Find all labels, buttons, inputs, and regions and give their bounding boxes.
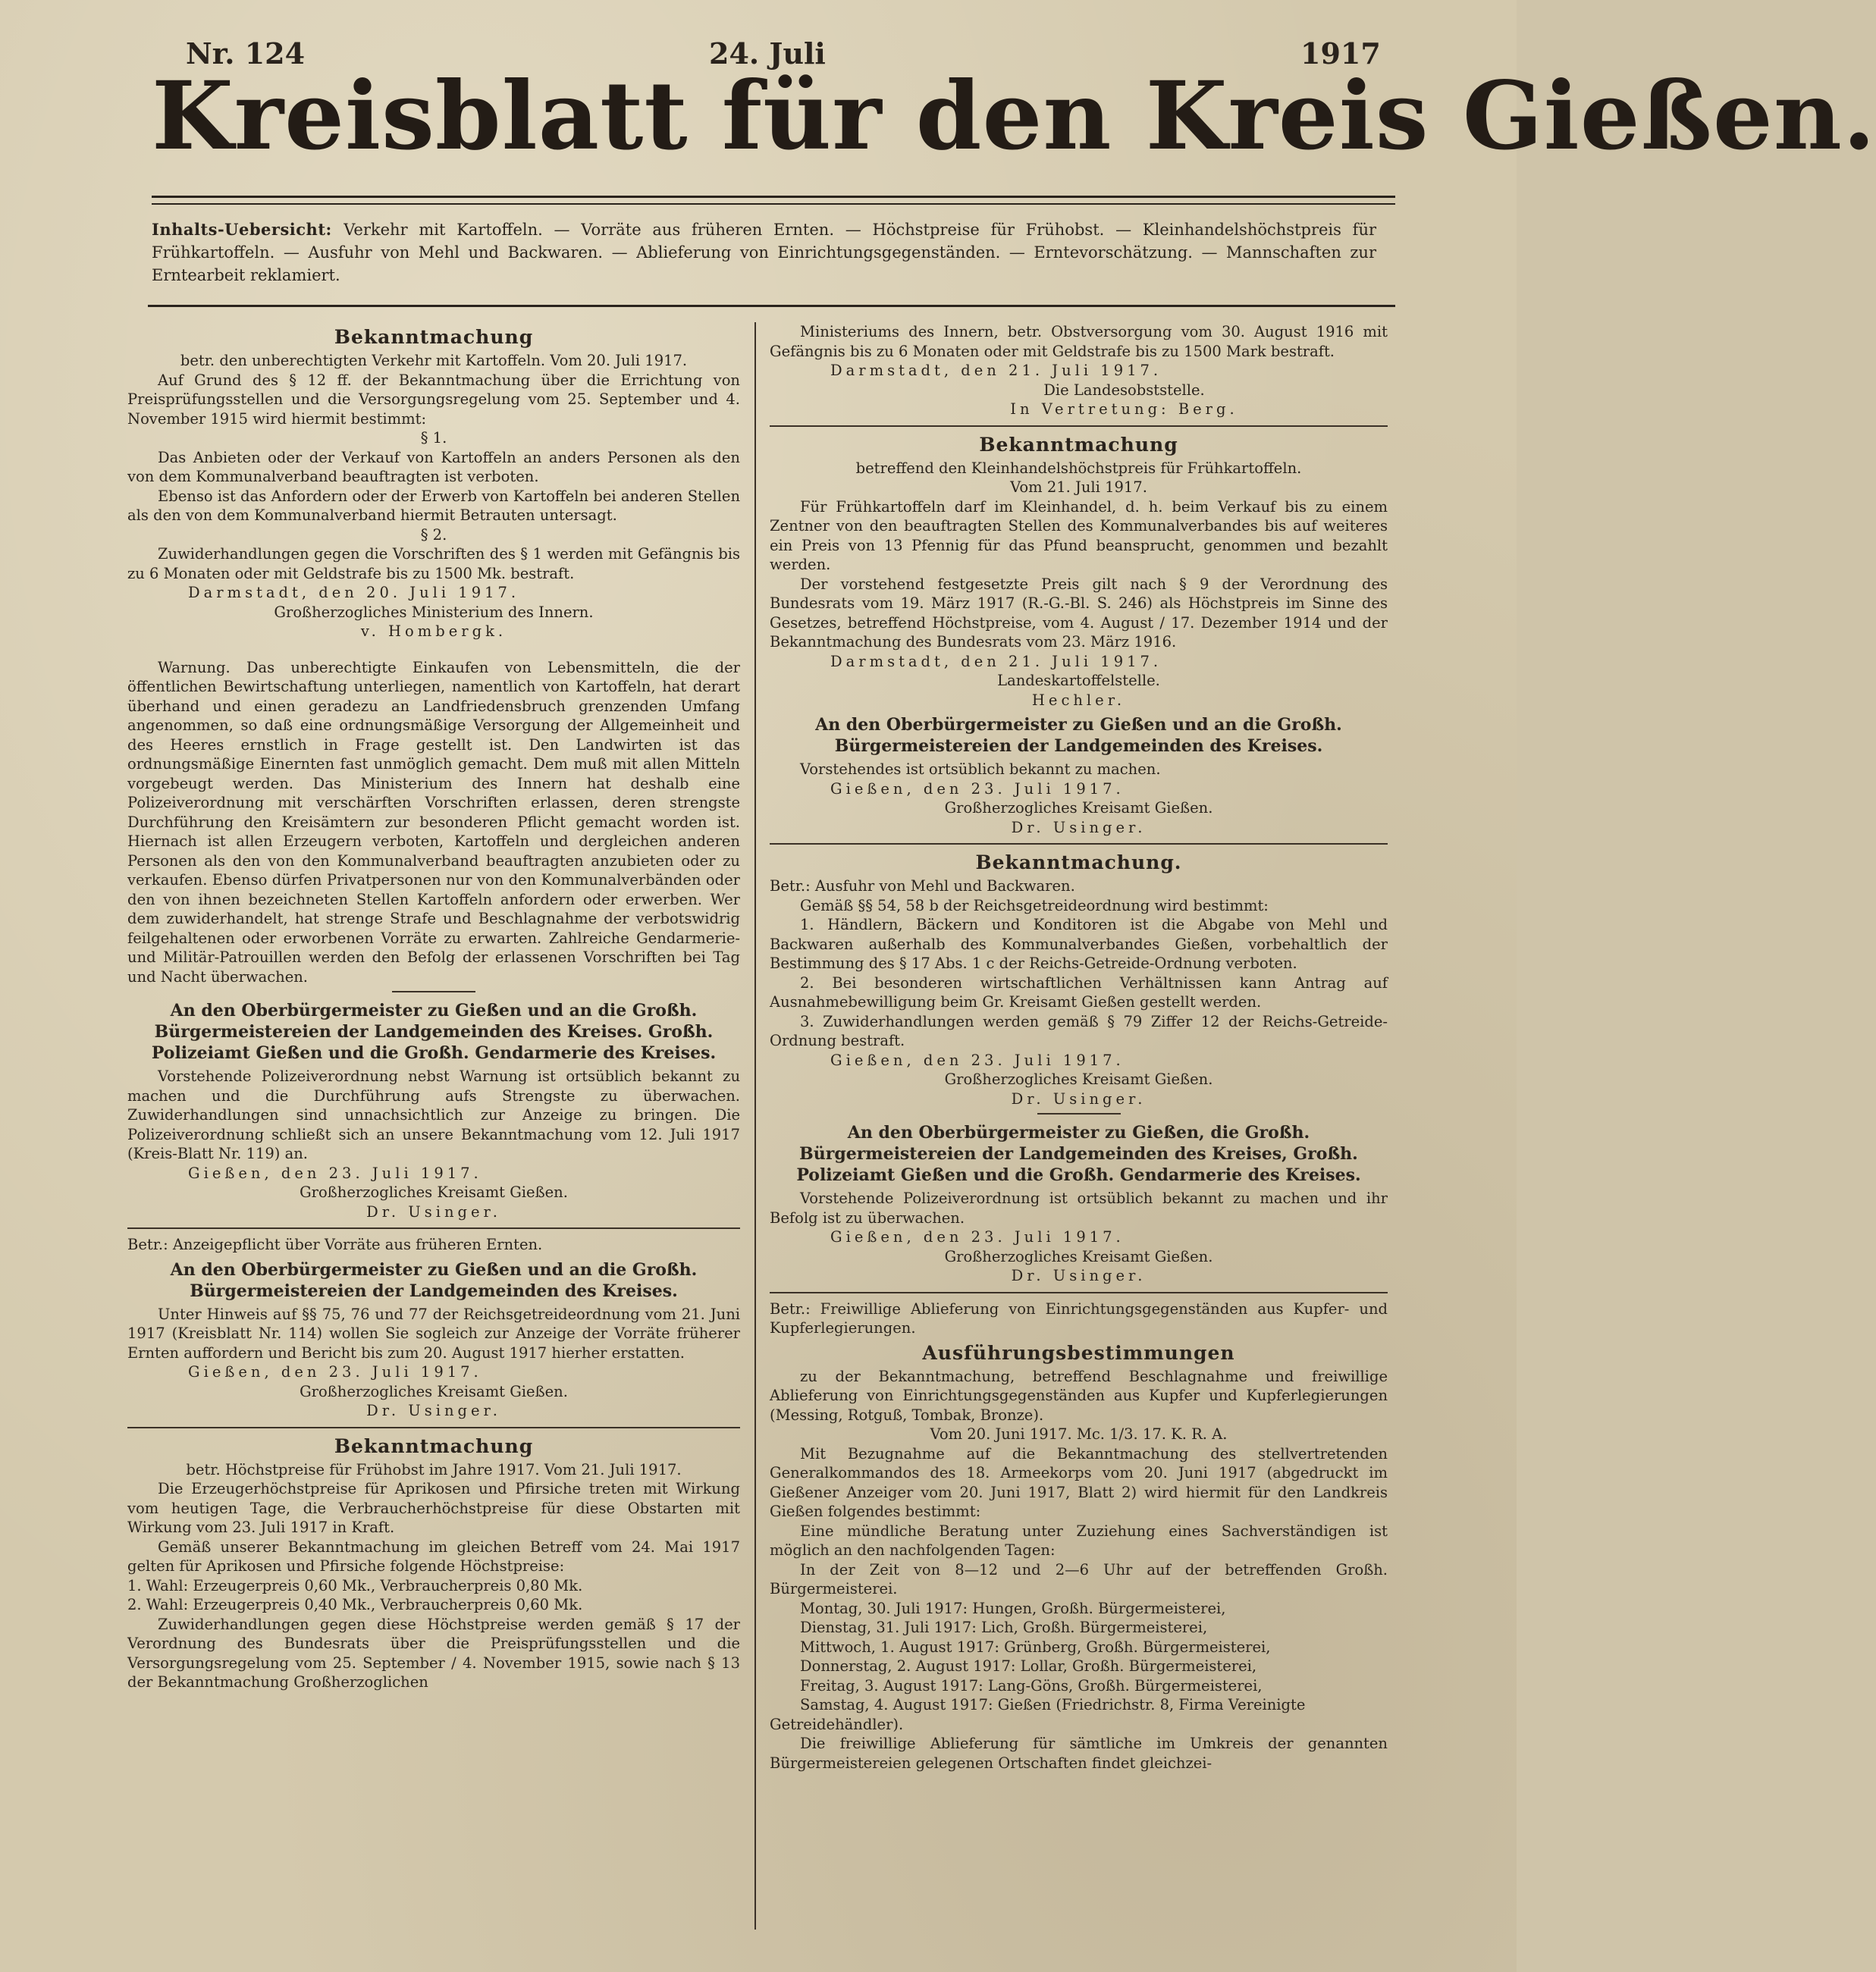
notice-paragraph: Das Anbieten oder der Verkauf von Kartoffeln an anders Personen als den von dem Kommunalverband beauftragten ist verboten. <box>127 448 740 485</box>
signature-authority: Großherzogliches Kreisamt Gießen. <box>944 1247 1213 1265</box>
toc-label: Inhalts-Uebersicht: <box>152 220 332 239</box>
notice-paragraph: Gemäß §§ 54, 58 b der Reichsgetreideordnung wird bestimmt: <box>800 896 1269 914</box>
price-row: 2. Wahl: Erzeugerpreis 0,40 Mk., Verbraucherpreis 0,60 Mk. <box>127 1596 583 1613</box>
issue-date: 24. Juli <box>709 36 826 71</box>
place-date: Gießen, den 23. Juli 1917. <box>830 779 1125 798</box>
place-date: Darmstadt, den 20. Juli 1917. <box>188 584 520 601</box>
newspaper-title: Kreisblatt für den Kreis Gießen. <box>152 61 1876 171</box>
place-date: Darmstadt, den 21. Juli 1917. <box>830 362 1162 379</box>
notice-title: Ausführungsbestimmungen <box>922 1341 1235 1364</box>
notice-paragraph: Zuwiderhandlungen gegen die Vorschriften des § 1 werden mit Gefängnis bis zu 6 Monaten oder mit Geldstrafe bis zu 1500 Mk. bestraft. <box>127 545 740 582</box>
issue-number: Nr. 124 <box>186 36 306 71</box>
signature-authority: Die Landesobststelle. <box>1043 381 1205 399</box>
notice-title: Bekanntmachung <box>334 1434 534 1457</box>
notice-paragraph: Auf Grund des § 12 ff. der Bekanntmachung über die Errichtung von Preisprüfungsstellen und die Versorgungsregelung vom 25. September und 4. November 1915 wird hiermit bestimmt: <box>127 371 740 428</box>
issue-year: 1917 <box>1300 36 1381 71</box>
signature-name: Dr. Usinger. <box>366 1402 501 1419</box>
notice-paragraph: Unter Hinweis auf §§ 75, 76 und 77 der Reichsgetreideordnung vom 21. Juni 1917 (Kreisblatt Nr. 114) wollen Sie sogleich zur Anzeige der Vorräte früherer Ernten auffordern und Bericht bis zum 20. August 1917 hierher erstatten. <box>127 1305 740 1362</box>
notice-paragraph: Vorstehende Polizeiverordnung nebst Warnung ist ortsüblich bekannt zu machen und die Durchführung aufs Strengste zu überwachen. Zuwiderhandlungen sind unnachsichtlich zur Anzeige zu bringen. Die Polizeiverordnung schließt sich an unsere Bekanntmachung vom 12. Juli 1917 (Kreis-Blatt Nr. 119) an. <box>127 1068 740 1162</box>
signature-name: In Vertretung: Berg. <box>1010 400 1238 418</box>
notice-paragraph: Eine mündliche Beratung unter Zuziehung eines Sachverständigen ist möglich an den nachfolgenden Tagen: <box>770 1522 1388 1559</box>
notice-paragraph: Ebenso ist das Anfordern oder der Erwerb von Kartoffeln bei anderen Stellen als den von dem Kommunalverband hiermit Betrauten untersagt. <box>127 487 740 524</box>
signature-authority: Großherzogliches Kreisamt Gießen. <box>300 1184 568 1201</box>
paragraph-number: § 2. <box>420 525 447 544</box>
addressee-heading: An den Oberbürgermeister zu Gießen und an die Großh. Bürgermeistereien der Landgemeinden des Kreises. Großh. Polizeiamt Gießen und die Großh. Gendarmerie des Kreises. <box>151 1001 717 1063</box>
notice-paragraph: 2. Bei besonderen wirtschaftlichen Verhältnissen kann Antrag auf Ausnahmebewilligung beim Gr. Kreisamt Gießen gestellt werden. <box>770 973 1388 1011</box>
signature-authority: Landeskartoffelstelle. <box>997 672 1160 689</box>
notice-paragraph: Der vorstehend festgesetzte Preis gilt nach § 9 der Verordnung des Bundesrats vom 19. März 1917 (R.-G.-Bl. S. 246) als Höchstpreis im Sinne des Gesetzes, betreffend Höchstpreise, vom 4. August / 17. Dezember 1914 und der Bekanntmachung des Bundesrats vom 23. März 1916. <box>770 575 1388 651</box>
signature-name: Dr. Usinger. <box>366 1202 501 1221</box>
signature-authority: Großherzogliches Kreisamt Gießen. <box>944 1071 1213 1088</box>
notice-date: Vom 21. Juli 1917. <box>1010 478 1147 496</box>
schedule-row: Freitag, 3. August 1917: Lang-Göns, Großh. Bürgermeisterei, <box>800 1676 1263 1695</box>
schedule-row: Samstag, 4. August 1917: Gießen (Friedrichstr. 8, Firma Vereinigte Getreidehändler). <box>770 1696 1306 1733</box>
notice-paragraph: Zuwiderhandlungen gegen diese Höchstpreise werden gemäß § 17 der Verordnung des Bundesrats über die Preisprüfungsstellen und die Versorgungsregelung vom 25. September / 4. November 1915, sowie nach § 13 der Bekanntmachung Großherzoglichen <box>127 1615 740 1691</box>
signature-name: Dr. Usinger. <box>1011 818 1147 836</box>
notice-paragraph: 3. Zuwiderhandlungen werden gemäß § 79 Ziffer 12 der Reichs-Getreide-Ordnung bestraft. <box>770 1012 1388 1049</box>
notice-title: Bekanntmachung. <box>975 851 1182 873</box>
price-row: 1. Wahl: Erzeugerpreis 0,60 Mk., Verbraucherpreis 0,80 Mk. <box>127 1576 583 1594</box>
left-column <box>127 322 740 1692</box>
notice-paragraph: In der Zeit von 8—12 und 2—6 Uhr auf der betreffenden Großh. Bürgermeisterei. <box>770 1560 1388 1597</box>
subject-line: Betr.: Freiwillige Ablieferung von Einrichtungsgegenständen aus Kupfer- und Kupferlegierungen. <box>770 1300 1388 1337</box>
place-date: Gießen, den 23. Juli 1917. <box>830 1228 1125 1246</box>
notice-paragraph: Vorstehendes ist ortsüblich bekannt zu machen. <box>800 760 1161 778</box>
notice-subject: betr. Höchstpreise für Frühobst im Jahre 1917. Vom 21. Juli 1917. <box>186 1460 682 1478</box>
separator <box>392 991 475 992</box>
separator <box>127 1227 740 1229</box>
notice-paragraph: Vorstehende Polizeiverordnung ist ortsüblich bekannt zu machen und ihr Befolg ist zu überwachen. <box>770 1190 1388 1227</box>
separator <box>770 425 1388 427</box>
subject-line: Betr.: Anzeigepflicht über Vorräte aus früheren Ernten. <box>127 1236 543 1253</box>
signature-name: v. Hombergk. <box>360 622 507 640</box>
notice-paragraph: Für Frühkartoffeln darf im Kleinhandel, d. h. beim Verkauf bis zu einem Zentner von den beauftragten Stellen des Kommunalverbandes bis auf weiteres ein Preis von 13 Pfennig für das Pfund beansprucht, genommen und bezahlt werden. <box>770 497 1388 573</box>
separator <box>1037 1113 1121 1115</box>
notice-paragraph: Die Erzeugerhöchstpreise für Aprikosen und Pfirsiche treten mit Wirkung vom heutigen Tage, die Verbraucherhöchstpreise für diese Obstarten mit Wirkung vom 23. Juli 1917 in Kraft. <box>127 1480 740 1536</box>
place-date: Darmstadt, den 21. Juli 1917. <box>830 652 1162 670</box>
schedule-row: Donnerstag, 2. August 1917: Lollar, Großh. Bürgermeisterei, <box>800 1657 1257 1675</box>
schedule-row: Mittwoch, 1. August 1917: Grünberg, Großh. Bürgermeisterei, <box>800 1638 1271 1656</box>
notice-paragraph: zu der Bekanntmachung, betreffend Beschlagnahme und freiwillige Ablieferung von Einrichtungsgegenständen aus Kupfer und Kupferlegierungen (Messing, Rotguß, Tombak, Bronze). <box>770 1367 1388 1424</box>
signature-authority: Großherzogliches Kreisamt Gießen. <box>944 799 1213 817</box>
notice-subject: betr. den unberechtigten Verkehr mit Kartoffeln. Vom 20. Juli 1917. <box>180 352 688 369</box>
paragraph-number: § 1. <box>420 429 447 447</box>
toc-text: Verkehr mit Kartoffeln. — Vorräte aus früheren Ernten. — Höchstpreise für Frühobst. — Kleinhandelshöchstpreis für Frühkartoffeln. — Ausfuhr von Mehl und Backwaren. — Ablieferung von Einrichtungsgegenständen. — Erntevorschätzung. — Mannschaften zur Erntearbeit reklamiert. <box>152 221 1377 284</box>
place-date: Gießen, den 23. Juli 1917. <box>830 1051 1125 1069</box>
schedule-row: Montag, 30. Juli 1917: Hungen, Großh. Bürgermeisterei, <box>800 1599 1226 1617</box>
signature-name: Hechler. <box>1031 691 1126 709</box>
notice-subject: betreffend den Kleinhandelshöchstpreis für Frühkartoffeln. <box>855 459 1302 477</box>
notice-title: Bekanntmachung <box>334 326 534 348</box>
signature-authority: Großherzogliches Kreisamt Gießen. <box>300 1382 568 1400</box>
right-column <box>770 322 1388 1773</box>
notice-paragraph: Die freiwillige Ablieferung für sämtliche im Umkreis der genannten Bürgermeistereien gelegenen Ortschaften findet gleichzei- <box>770 1735 1388 1772</box>
place-date: Gießen, den 23. Juli 1917. <box>188 1164 482 1182</box>
notice-paragraph: 1. Händlern, Bäckern und Konditoren ist die Abgabe von Mehl und Backwaren außerhalb des Kommunalverbandes Gießen, vorbehaltlich der Bestimmung des § 17 Abs. 1 c der Reichs-Getreide-Ordnung verboten. <box>770 916 1388 972</box>
separator <box>127 1427 740 1428</box>
notice-date: Vom 20. Juni 1917. Mc. 1/3. 17. K. R. A. <box>930 1425 1228 1443</box>
addressee-heading: An den Oberbürgermeister zu Gießen und an die Großh. Bürgermeistereien der Landgemeinden des Kreises. <box>815 715 1342 756</box>
place-date: Gießen, den 23. Juli 1917. <box>188 1363 482 1381</box>
warning-text: Warnung. Das unberechtigte Einkaufen von Lebensmitteln, die der öffentlichen Bewirtschaftung unterliegen, namentlich von Kartoffeln, hat derart überhand und einen geradezu an Landfriedensbruch grenzenden Umfang angenommen, so daß eine ordnungsmäßige Versorgung der Allgemeinheit und des Heeres ernstlich in Frage gestellt ist. Den Landwirten ist das ordnungsmäßige Einernten fast unmöglich gemacht. Dem muß mit allen Mitteln vorgebeugt werden. Das Ministerium des Innern hat deshalb eine Polizeiverordnung mit verschärften Vorschriften erlassen, deren strengste Durchführung den Kreisämtern zur besonderen Pflicht gemacht worden ist. Hiernach ist allen Erzeugern verboten, Kartoffeln und dergleichen anderen Personen als den von den Kommunalverband beauftragten anzubieten oder zu verkaufen. Ebenso dürfen Privatpersonen nur von den Kommunalverbänden oder den von ihnen bezeichneten Stellen Kartoffeln anfordern oder erwerben. Wer dem zuwiderhandelt, hat strenge Strafe und Beschlagnahme der verbotswidrig feilgehaltenen oder erworbenen Vorräte zu erwarten. Zahlreiche Gendarmerie- und Militär-Patrouillen werden den Befolg der erlassenen Vorschriften bei Tag und Nacht überwachen. <box>127 658 740 986</box>
masthead-rule-bottom <box>152 203 1395 205</box>
subject-line: Betr.: Ausfuhr von Mehl und Backwaren. <box>770 877 1075 895</box>
signature-name: Dr. Usinger. <box>1011 1089 1147 1108</box>
signature-name: Dr. Usinger. <box>1011 1267 1147 1284</box>
separator <box>770 1292 1388 1293</box>
toc-rule <box>148 305 1395 307</box>
notice-title: Bekanntmachung <box>979 433 1178 456</box>
table-of-contents <box>152 218 1376 287</box>
addressee-heading: An den Oberbürgermeister zu Gießen und an die Großh. Bürgermeistereien der Landgemeinden des Kreises. <box>170 1259 698 1301</box>
schedule-row: Dienstag, 31. Juli 1917: Lich, Großh. Bürgermeisterei, <box>800 1619 1208 1636</box>
separator <box>770 843 1388 845</box>
column-divider <box>754 322 756 1930</box>
addressee-heading: An den Oberbürgermeister zu Gießen, die Großh. Bürgermeistereien der Landgemeinden des Kreises, Großh. Polizeiamt Gießen und die Großh. Gendarmerie des Kreises. <box>796 1123 1361 1185</box>
notice-paragraph: Gemäß unserer Bekanntmachung im gleichen Betreff vom 24. Mai 1917 gelten für Aprikosen und Pfirsiche folgende Höchstpreise: <box>127 1538 740 1575</box>
masthead-rule-top <box>152 196 1395 198</box>
notice-paragraph: Mit Bezugnahme auf die Bekanntmachung des stellvertretenden Generalkommandos des 18. Armeekorps vom 20. Juni 1917 (abgedruckt im Gießener Anzeiger vom 20. Juni 1917, Blatt 2) wird hiermit für den Landkreis Gießen folgendes bestimmt: <box>770 1444 1388 1520</box>
signature-authority: Großherzogliches Ministerium des Innern. <box>274 603 594 621</box>
notice-paragraph: Ministeriums des Innern, betr. Obstversorgung vom 30. August 1916 mit Gefängnis bis zu 6 Monaten oder mit Geldstrafe bis zu 1500 Mark bestraft. <box>770 323 1388 360</box>
